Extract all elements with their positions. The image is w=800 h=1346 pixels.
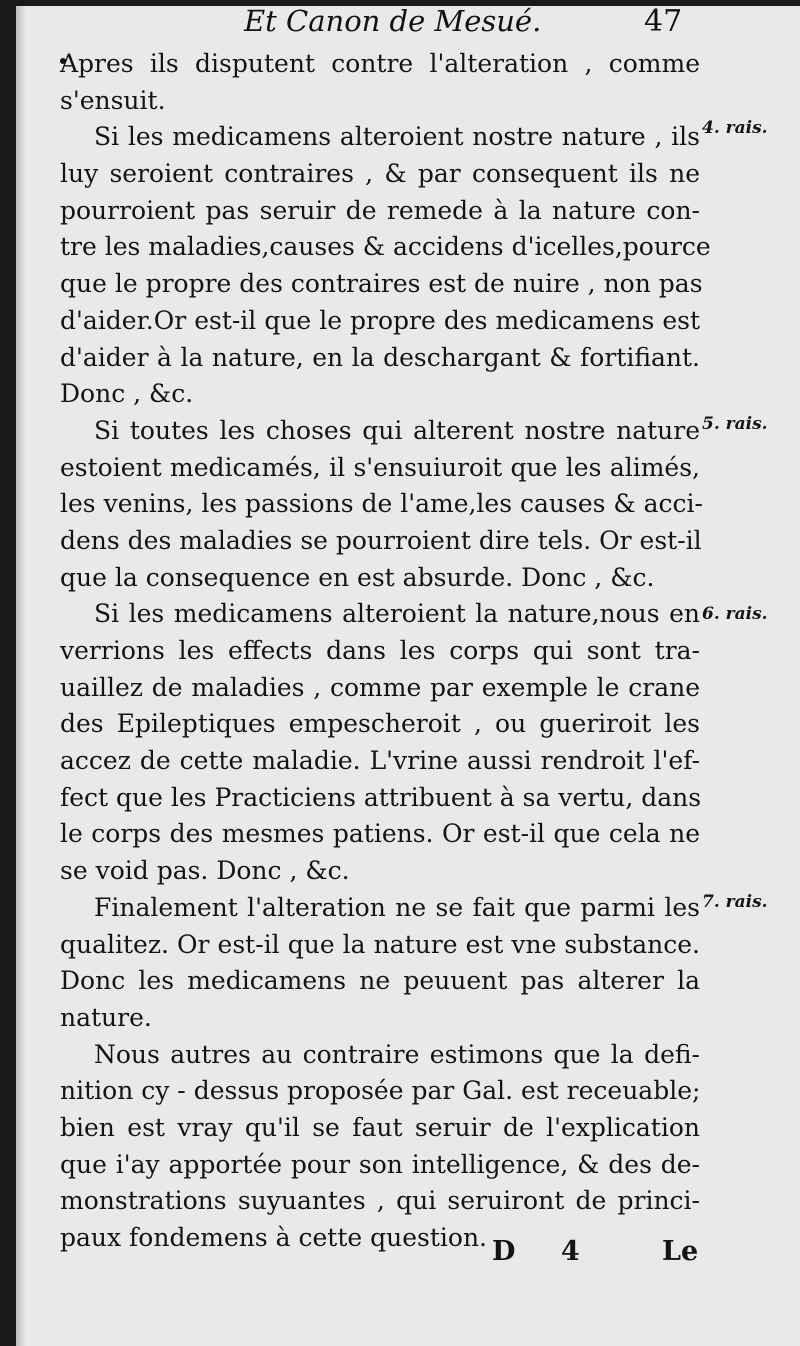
text-line: tre les maladies,causes & accidens d'icelles,pource xyxy=(60,232,711,262)
text-line: que le propre des contraires est de nuire , non pas xyxy=(60,269,703,299)
text-line: Si les medicamens alteroient la nature,nous en xyxy=(94,599,700,629)
page-header xyxy=(16,6,800,46)
text-line: nature. xyxy=(60,1002,152,1032)
text-line: Finalement l'alteration ne se fait que parmi les xyxy=(94,892,700,922)
text-line: les venins, les passions de l'ame,les causes & acci- xyxy=(60,489,703,519)
catchword: Le xyxy=(662,1236,699,1267)
text-line: verrions les effects dans les corps qui sont tra- xyxy=(60,636,700,665)
margin-note: 5. rais. xyxy=(702,414,768,434)
text-line: s'ensuit. xyxy=(60,85,166,115)
margin-note: 4. rais. xyxy=(702,118,768,138)
text-line: que la consequence en est absurde. Donc , &c. xyxy=(60,562,655,592)
text-line: luy seroient contraires , & par consequent ils ne xyxy=(60,159,700,189)
text-line: monstrations suyuantes , qui seruiront de princi- xyxy=(60,1186,700,1216)
text-line: d'aider à la nature, en la deschargant & fortifiant. xyxy=(60,342,700,372)
page-footer xyxy=(16,1236,800,1276)
text-line: Nous autres au contraire estimons que la defi- xyxy=(94,1039,700,1069)
text-line: Donc les medicamens ne peuuent pas alterer la xyxy=(60,966,700,996)
text-line: Si les medicamens alteroient nostre nature , ils xyxy=(94,122,700,152)
text-line: fect que les Practiciens attribuent à sa vertu, dans xyxy=(60,782,702,812)
text-line: Apres ils disputent contre l'alteration , comme xyxy=(60,49,700,78)
text-line: le corps des mesmes patiens. Or est-il que cela ne xyxy=(60,819,700,849)
running-head: Et Canon de Mesué. xyxy=(244,6,542,38)
text-line: Donc , &c. xyxy=(60,379,194,409)
text-line: bien est vray qu'il se faut seruir de l'explication xyxy=(60,1112,700,1142)
text-line: accez de cette maladie. L'vrine aussi rendroit l'ef- xyxy=(60,746,700,776)
text-line: pourroient pas seruir de remede à la nature con- xyxy=(60,195,700,225)
text-line: se void pas. Donc , &c. xyxy=(60,856,350,886)
margin-note: 7. rais. xyxy=(702,892,768,912)
text-line: nition cy - dessus proposée par Gal. est receuable; xyxy=(60,1076,701,1106)
body-text xyxy=(60,46,711,1257)
text-line: d'aider.Or est-il que le propre des medicamens est xyxy=(60,305,700,335)
signature-mark: D 4 xyxy=(492,1236,598,1267)
book-page xyxy=(16,6,800,1346)
text-line: estoient medicamés, il s'ensuiuroit que les alimés, xyxy=(60,452,700,482)
text-line: que i'ay apportée pour son intelligence, & des de- xyxy=(60,1149,700,1179)
text-line: qualitez. Or est-il que la nature est vne substance. xyxy=(60,929,700,959)
page-number: 47 xyxy=(644,6,683,39)
text-line: Si toutes les choses qui alterent nostre nature xyxy=(94,415,700,445)
margin-note: 6. rais. xyxy=(702,604,768,624)
text-line: paux fondemens à cette question. xyxy=(60,1223,487,1252)
text-line: uaillez de maladies , comme par exemple le crane xyxy=(60,672,700,702)
text-line: des Epileptiques empescheroit , ou gueriroit les xyxy=(60,709,700,739)
text-line: dens des maladies se pourroient dire tels. Or est-il xyxy=(60,525,702,555)
